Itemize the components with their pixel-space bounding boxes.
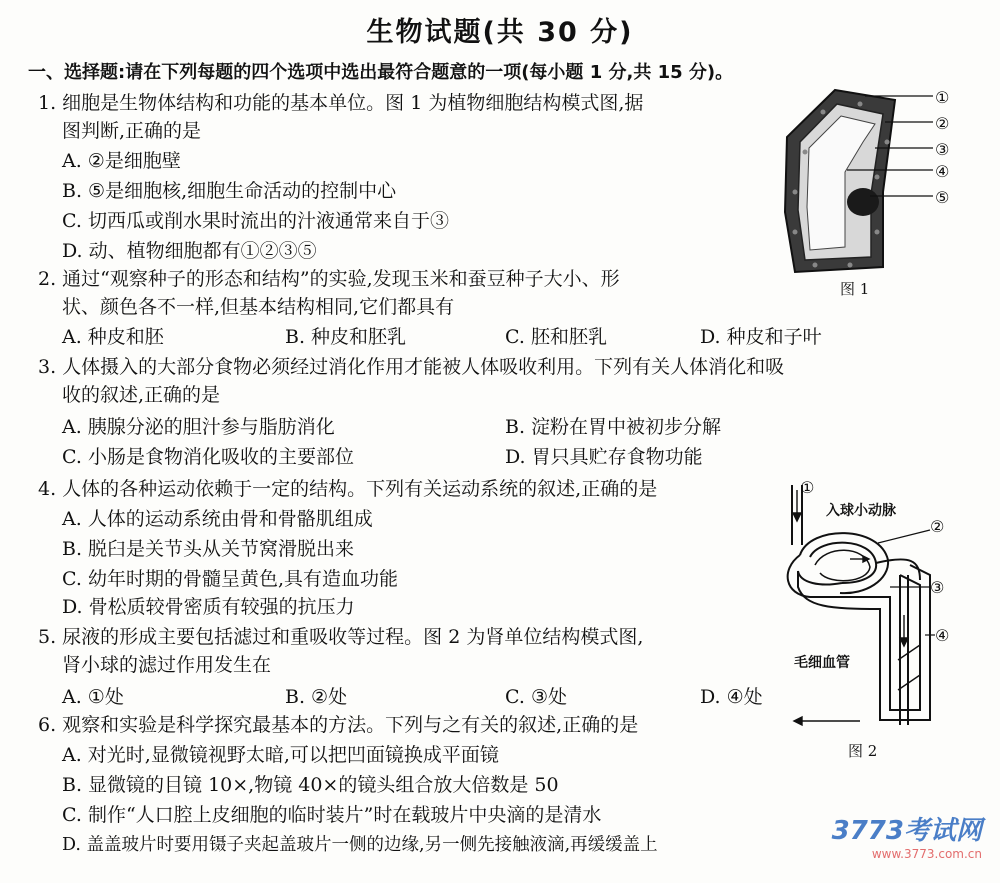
section-heading: 一、选择题:请在下列每题的四个选项中选出最符合题意的一项(每小题 1 分,共 15 分)。 [28,62,734,83]
q4-option-c: C. 幼年时期的骨髓呈黄色,具有造血功能 [62,568,398,590]
q5-option-c: C. ③处 [505,686,567,708]
fig2-label-4: ④ [935,626,950,645]
q6-option-d: D. 盖盖玻片时要用镊子夹起盖玻片一侧的边缘,另一侧先接触液滴,再缓缓盖上 [62,835,658,855]
q1-option-d: D. 动、植物细胞都有①②③⑤ [62,240,317,262]
q2-option-b: B. 种皮和胚乳 [285,326,407,348]
q5-option-b: B. ②处 [285,686,348,708]
q6-option-c: C. 制作“人口腔上皮细胞的临时装片”时在载玻片中央滴的是清水 [62,804,602,826]
q3-option-d: D. 胃只具贮存食物功能 [505,446,703,468]
q6-stem: 6. 观察和实验是科学探究最基本的方法。下列与之有关的叙述,正确的是 [38,714,639,736]
fig1-label-5: ⑤ [935,188,950,207]
q6-option-a: A. 对光时,显微镜视野太暗,可以把凹面镜换成平面镜 [62,744,499,766]
q1-stem-line1: 1. 细胞是生物体结构和功能的基本单位。图 1 为植物细胞结构模式图,据 [38,92,644,114]
q3-stem-line1: 3. 人体摄入的大部分食物必须经过消化作用才能被人体吸收利用。下列有关人体消化和吸 [38,356,785,378]
fig2-capillary-label: 毛细血管 [794,655,850,671]
nucleus [847,188,879,216]
fig1-label-1: ① [935,88,950,107]
fig2-label-3: ③ [930,578,945,597]
page-title: 生物试题(共 30 分) [366,17,634,48]
q5-option-a: A. ①处 [62,686,124,708]
fig1-label-3: ③ [935,140,950,159]
fig1-label-4: ④ [935,162,950,181]
q4-option-b: B. 脱臼是关节头从关节窝滑脱出来 [62,538,355,560]
q4-option-a: A. 人体的运动系统由骨和骨骼肌组成 [62,508,373,530]
figure-1-caption: 图 1 [840,280,870,298]
q4-option-d: D. 骨松质较骨密质有较强的抗压力 [62,596,355,618]
fig2-label-2: ② [930,517,945,536]
q1-option-b: B. ⑤是细胞核,细胞生命活动的控制中心 [62,180,397,202]
watermark-logo-text: 3773考试网 [831,816,982,846]
q3-option-b: B. 淀粉在胃中被初步分解 [505,416,722,438]
q2-option-d: D. 种皮和子叶 [700,326,822,348]
q4-stem: 4. 人体的各种运动依赖于一定的结构。下列有关运动系统的叙述,正确的是 [38,478,658,500]
q6-option-b: B. 显微镜的目镜 10×,物镜 40×的镜头组合放大倍数是 50 [62,774,559,796]
watermark-url: www.3773.com.cn [871,847,982,861]
q5-stem-line1: 5. 尿液的形成主要包括滤过和重吸收等过程。图 2 为肾单位结构模式图, [38,626,644,648]
q3-option-a: A. 胰腺分泌的胆汁参与脂肪消化 [62,416,335,438]
q2-stem-line1: 2. 通过“观察种子的形态和结构”的实验,发现玉米和蚕豆种子大小、形 [38,268,620,290]
q5-option-d: D. ④处 [700,686,763,708]
fig2-afferent-arteriole-label: 入球小动脉 [826,503,896,519]
fig2-label-1: ① [800,478,815,497]
fig1-label-2: ② [935,114,950,133]
q3-stem-line2: 收的叙述,正确的是 [62,384,221,406]
q2-option-c: C. 胚和胚乳 [505,326,607,348]
q1-stem-line2: 图判断,正确的是 [62,120,202,142]
q3-option-c: C. 小肠是食物消化吸收的主要部位 [62,446,354,468]
q2-stem-line2: 状、颜色各不一样,但基本结构相同,它们都具有 [62,296,455,318]
q1-option-c: C. 切西瓜或削水果时流出的汁液通常来自于③ [62,210,449,232]
figure-1-plant-cell [765,82,995,282]
site-watermark [832,810,982,861]
q1-option-a: A. ②是细胞壁 [62,150,181,172]
q2-option-a: A. 种皮和胚 [62,326,164,348]
figure-2-caption: 图 2 [848,742,878,760]
q5-stem-line2: 肾小球的滤过作用发生在 [62,654,272,676]
